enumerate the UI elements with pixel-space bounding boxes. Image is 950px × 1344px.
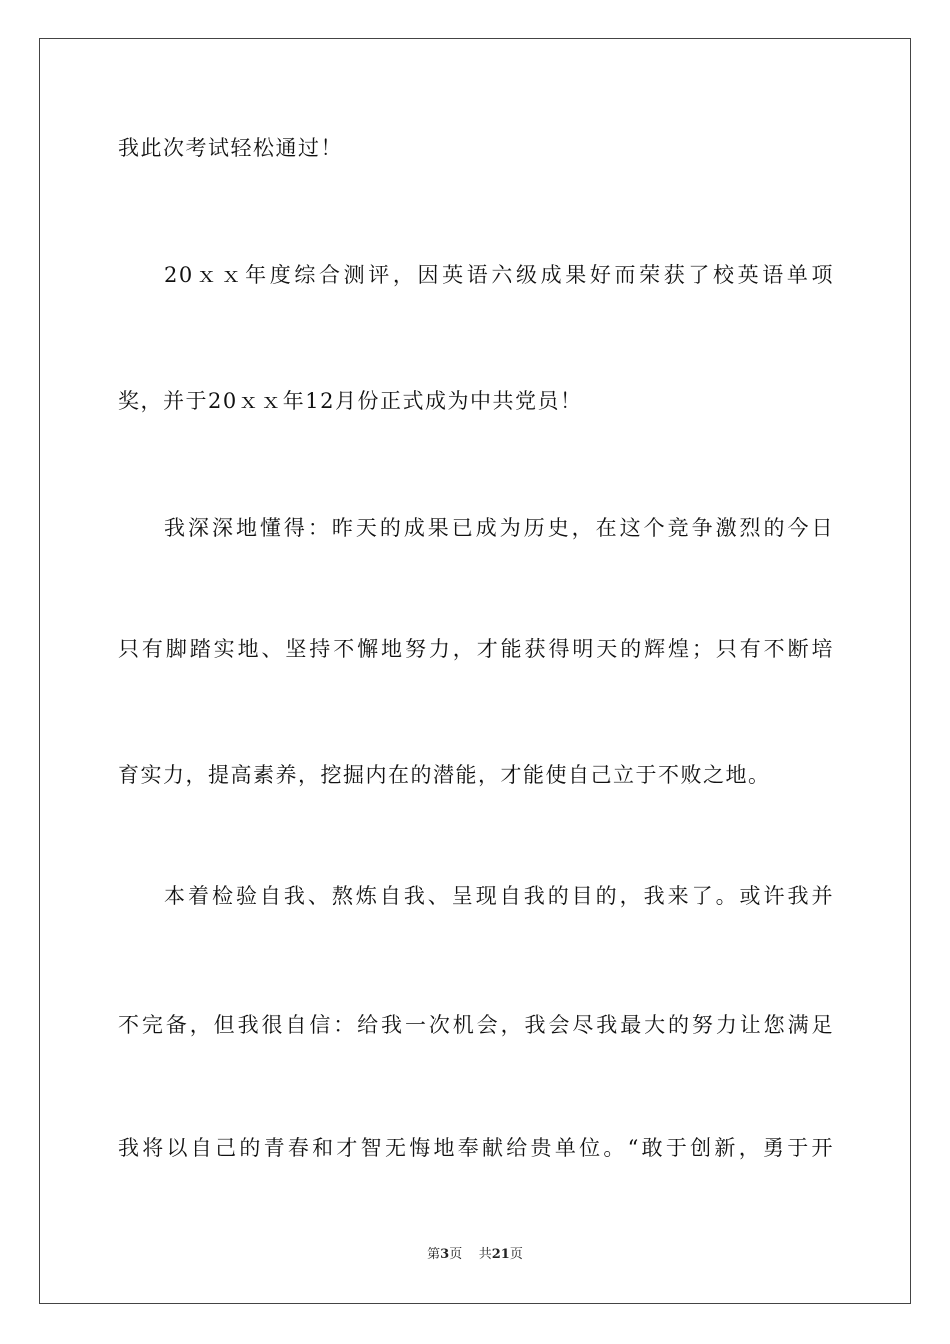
total-pages: 21 — [491, 1247, 510, 1262]
page-border — [39, 38, 911, 1304]
text-line-9: 我将以自己的青春和才智无悔地奉献给贵单位。“敢于创新，勇于开 — [118, 1136, 834, 1160]
text-line-5: 只有脚踏实地、坚持不懈地努力，才能获得明天的辉煌；只有不断培 — [118, 637, 834, 661]
text-line-8: 不完备，但我很自信：给我一次机会，我会尽我最大的努力让您满足 — [118, 1013, 834, 1037]
text-line-7: 本着检验自我、熬炼自我、呈现自我的目的，我来了。或许我并 — [164, 884, 834, 908]
page-suffix: 页 — [449, 1247, 463, 1262]
page-prefix: 第 — [427, 1247, 441, 1262]
page-number: 3 — [440, 1247, 450, 1262]
text-line-4: 我深深地懂得：昨天的成果已成为历史，在这个竞争激烈的今日 — [164, 516, 834, 540]
text-line-1: 我此次考试轻松通过！ — [118, 136, 343, 160]
total-suffix: 页 — [509, 1247, 523, 1262]
text-line-2: 20ｘｘ年度综合测评，因英语六级成果好而荣获了校英语单项 — [164, 263, 834, 287]
page-footer — [0, 1246, 950, 1264]
total-prefix: 共 — [478, 1247, 492, 1262]
text-line-3: 奖，并于20ｘｘ年12月份正式成为中共党员！ — [118, 389, 583, 413]
text-line-6: 育实力，提高素养，挖掘内在的潜能，才能使自己立于不败之地。 — [118, 763, 771, 787]
